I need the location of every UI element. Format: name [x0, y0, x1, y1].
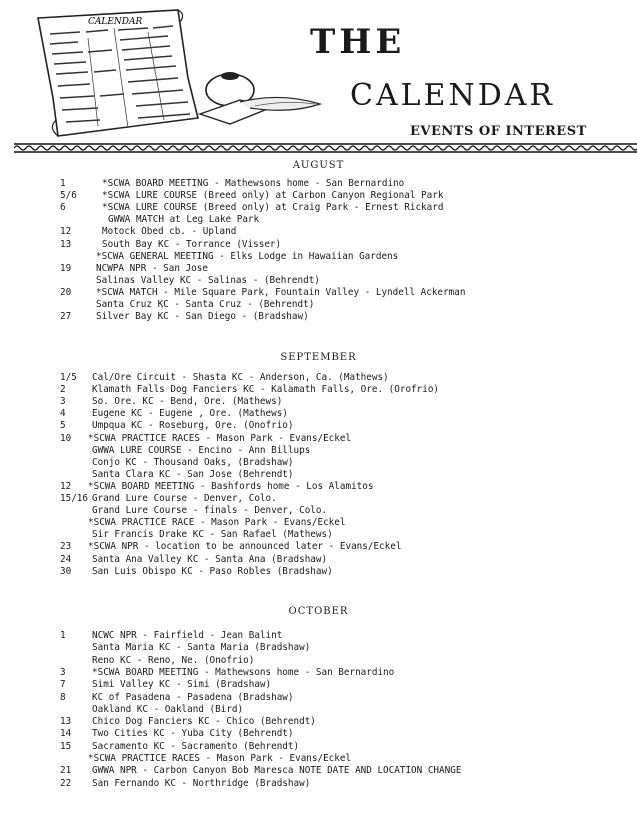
event-row [0, 178, 637, 190]
event-row [0, 202, 637, 214]
event-description: San Fernando KC - Northridge (Bradshaw) [92, 777, 311, 789]
event-description: Reno KC - Reno, Ne. (Onofrio) [92, 654, 255, 666]
event-row [0, 251, 637, 263]
event-description: *SCWA MATCH - Mile Square Park, Fountain Valley - Lyndell Ackerman [96, 286, 466, 298]
event-row [0, 679, 637, 691]
event-date: 2 [60, 384, 66, 396]
event-row [0, 667, 637, 679]
event-date: 10 [60, 432, 72, 444]
event-row [0, 275, 637, 287]
event-description: Silver Bay KC - San Diego - (Bradshaw) [96, 311, 309, 323]
event-date: 1/5 [60, 372, 77, 383]
event-description: GWWA MATCH at Leg Lake Park [108, 214, 260, 226]
event-date: 12 [60, 480, 72, 492]
event-date: 1 [60, 630, 66, 641]
event-date: 5 [60, 420, 66, 432]
event-date: 6 [60, 202, 66, 214]
event-description: *SCWA PRACTICE RACES - Mason Park - Evans/Eckel [88, 753, 352, 764]
event-description: *SCWA BOARD MEETING - Mathewsons home - San Bernardino [102, 178, 405, 189]
event-row [0, 630, 637, 642]
event-date: 24 [60, 553, 72, 565]
event-date: 20 [60, 286, 72, 298]
event-description: South Bay KC - Torrance (Visser) [102, 238, 282, 250]
event-row [0, 753, 637, 765]
inkwell-quill-icon [180, 62, 330, 132]
event-description: Sacramento KC - Sacramento (Behrendt) [92, 740, 300, 752]
event-row [0, 420, 637, 432]
event-date: 12 [60, 226, 72, 238]
event-description: Grand Lure Course - Denver, Colo. [92, 493, 277, 504]
event-description: Motock Obed cb. - Upland [102, 226, 237, 238]
event-row [0, 517, 637, 529]
event-description: Two Cities KC - Yuba City (Behrendt) [92, 728, 294, 740]
event-row [0, 239, 637, 251]
event-row [0, 692, 637, 704]
event-description: KC of Pasadena - Pasadena (Bradshaw) [92, 691, 294, 703]
event-row [0, 408, 637, 420]
event-date: 19 [60, 262, 72, 274]
event-date: 27 [60, 311, 72, 323]
event-description: Eugene KC - Eugene , Ore. (Mathews) [92, 408, 288, 420]
event-row [0, 642, 637, 654]
event-row [0, 778, 637, 790]
event-date: 1 [60, 178, 66, 189]
event-date: 5/6 [60, 190, 77, 202]
event-description: GWWA NPR - Carbon Canyon Bob Maresca NOTE DATE AND LOCATION CHANGE [92, 765, 462, 777]
event-row [0, 541, 637, 553]
event-row [0, 384, 637, 396]
event-row [0, 741, 637, 753]
event-description: *SCWA LURE COURSE (Breed only) at Carbon Canyon Regional Park [102, 190, 444, 202]
event-date: 22 [60, 777, 72, 789]
event-row [0, 372, 637, 384]
event-row [0, 469, 637, 481]
event-row [0, 505, 637, 517]
page-header [0, 0, 637, 150]
event-row [0, 566, 637, 578]
event-description: San Luis Obispo KC - Paso Robles (Bradshaw) [92, 565, 333, 577]
event-description: NCWPA NPR - San Jose [96, 262, 208, 274]
month-heading: AUGUST [292, 160, 345, 171]
event-description: Chico Dog Fanciers KC - Chico (Behrendt) [92, 716, 316, 728]
calendar-scroll-illustration [28, 8, 203, 143]
event-date: 14 [60, 728, 72, 740]
event-description: Salinas Valley KC - Salinas - (Behrendt) [96, 274, 320, 286]
event-date: 13 [60, 238, 72, 250]
event-description: *SCWA PRACTICE RACES - Mason Park - Evans/Eckel [88, 432, 352, 444]
event-row [0, 190, 637, 202]
event-row [0, 263, 637, 275]
event-row [0, 445, 637, 457]
event-row [0, 554, 637, 566]
event-row [0, 493, 637, 505]
event-date: 23 [60, 541, 72, 553]
event-description: Cal/Ore Circuit - Shasta KC - Anderson, Ca. (Mathews) [92, 372, 389, 383]
event-date: 13 [60, 716, 72, 728]
event-row [0, 716, 637, 728]
event-date: 8 [60, 691, 66, 703]
decorative-border [14, 142, 637, 154]
event-description: *SCWA BOARD MEETING - Mathewsons home - San Bernardino [92, 666, 395, 678]
event-date: 15/16 [60, 493, 88, 504]
subtitle: EVENTS OF INTEREST [410, 124, 587, 139]
event-row [0, 655, 637, 667]
title-line-1: THE [310, 22, 406, 62]
event-row [0, 299, 637, 311]
event-date: 21 [60, 765, 72, 777]
calendar-logo-text: CALENDAR [88, 17, 143, 27]
event-description: Grand Lure Course - finals - Denver, Colo. [92, 505, 328, 517]
event-date: 3 [60, 396, 66, 408]
event-row [0, 396, 637, 408]
event-description: *SCWA LURE COURSE (Breed only) at Craig Park - Ernest Rickard [102, 202, 444, 214]
event-date: 30 [60, 565, 72, 577]
event-description: Conjo KC - Thousand Oaks, (Bradshaw) [92, 456, 294, 468]
event-row [0, 287, 637, 299]
event-row [0, 226, 637, 238]
event-row [0, 214, 637, 226]
event-row [0, 728, 637, 740]
event-description: Oakland KC - Oakland (Bird) [92, 703, 244, 715]
event-row [0, 311, 637, 323]
event-description: Santa Cruz KC - Santa Cruz - (Behrendt) [96, 299, 315, 310]
event-description: GWWA LURE COURSE - Encino - Ann Billups [92, 444, 311, 456]
event-description: *SCWA PRACTICE RACE - Mason Park - Evans/Eckel [88, 517, 346, 529]
event-date: 7 [60, 679, 66, 691]
event-row [0, 457, 637, 469]
event-description: *SCWA BOARD MEETING - Bashfords home - Los Alamitos [88, 480, 374, 492]
event-row [0, 765, 637, 777]
event-description: NCWC NPR - Fairfield - Jean Balint [92, 630, 283, 641]
event-description: Santa Clara KC - San Jose (Behrendt) [92, 468, 294, 480]
event-row [0, 529, 637, 541]
month-heading: SEPTEMBER [280, 352, 357, 363]
event-description: *SCWA NPR - location to be announced later - Evans/Eckel [88, 541, 402, 553]
title-line-2: CALENDAR [350, 78, 555, 113]
event-description: Klamath Falls Dog Fanciers KC - Kalamath Falls, Ore. (Orofrio) [92, 384, 440, 396]
event-description: *SCWA GENERAL MEETING - Elks Lodge in Hawaiian Gardens [96, 250, 399, 262]
event-description: Simi Valley KC - Simi (Bradshaw) [92, 679, 272, 691]
event-description: Sir Francis Drake KC - San Rafael (Mathews) [92, 529, 333, 541]
event-description: So. Ore. KC - Bend, Ore. (Mathews) [92, 396, 283, 408]
event-date: 3 [60, 666, 66, 678]
event-description: Umpqua KC - Roseburg, Ore. (Onofrio) [92, 420, 294, 432]
event-date: 4 [60, 408, 66, 420]
month-heading: OCTOBER [288, 606, 349, 617]
event-date: 15 [60, 740, 72, 752]
event-row [0, 704, 637, 716]
event-description: Santa Ana Valley KC - Santa Ana (Bradshaw) [92, 553, 328, 565]
event-row [0, 481, 637, 493]
event-description: Santa Maria KC - Santa Maria (Bradshaw) [92, 642, 311, 654]
event-row [0, 433, 637, 445]
